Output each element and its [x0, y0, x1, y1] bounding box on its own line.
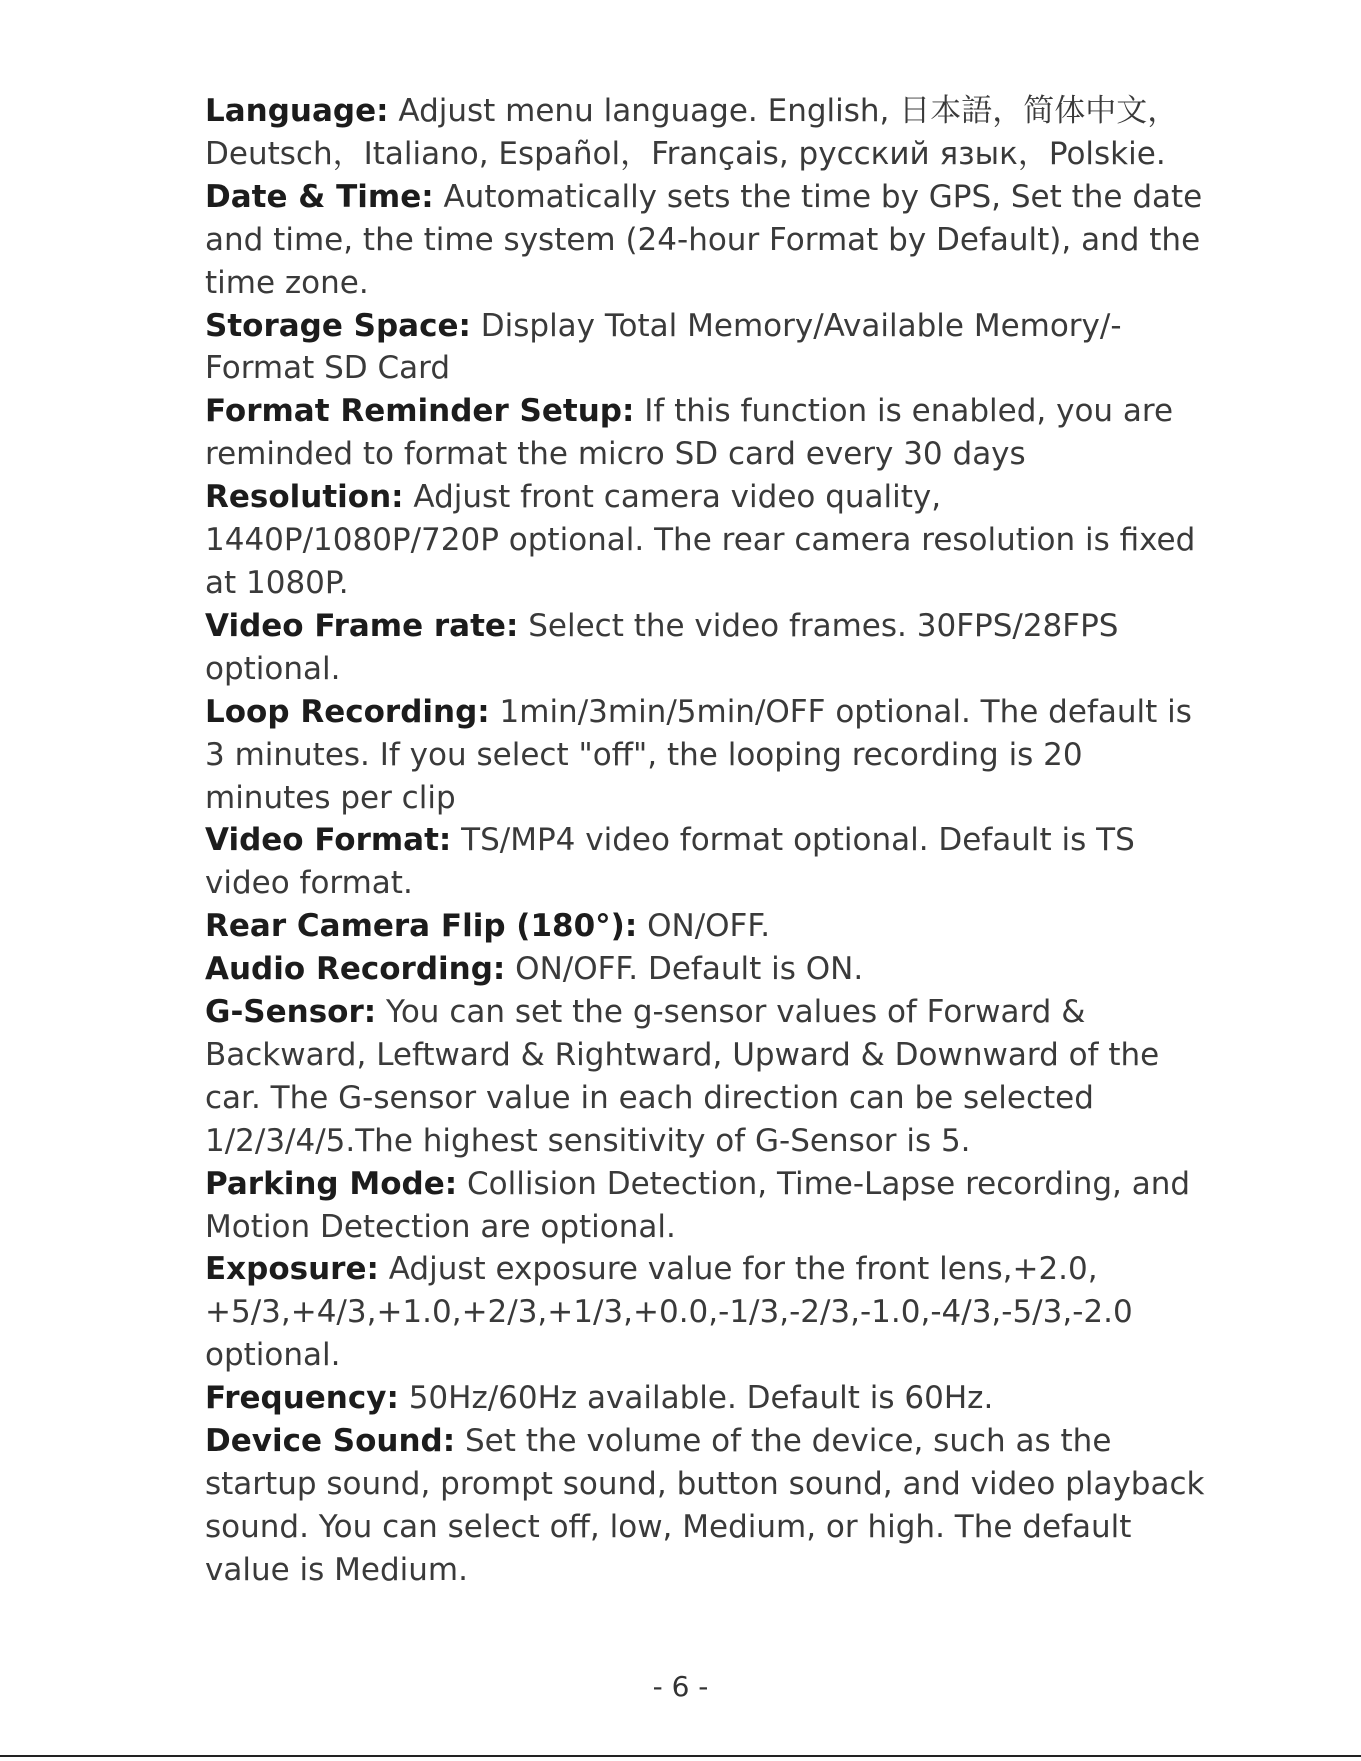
entry-video-format — [205, 819, 1205, 905]
entry-date-time — [205, 176, 1205, 305]
term-label: Resolution: — [205, 479, 404, 516]
entry-device-sound — [205, 1420, 1205, 1592]
term-description: If this function is enabled, you are reminded to format the micro SD card every 30 days — [205, 393, 1174, 473]
entry-storage-space — [205, 305, 1205, 391]
term-label: Loop Recording: — [205, 693, 490, 730]
term-description: Display Total Memory/Available Memory/-Format SD Card — [205, 307, 1122, 387]
entry-parking-mode — [205, 1163, 1205, 1249]
term-description: Adjust front camera video quality, 1440P/1080P/720P optional. The rear camera resolution is fixed at 1080P. — [205, 479, 1196, 601]
term-label: G-Sensor: — [205, 994, 377, 1031]
term-description: 50Hz/60Hz available. Default is 60Hz. — [398, 1380, 994, 1417]
term-label: Device Sound: — [205, 1423, 456, 1460]
entry-rear-camera-flip — [205, 905, 1205, 948]
page-number: - 6 - — [652, 1670, 709, 1703]
entry-loop-recording — [205, 691, 1205, 820]
term-label: Parking Mode: — [205, 1165, 458, 1202]
term-description: TS/MP4 video format optional. Default is TS video format. — [205, 822, 1135, 902]
entry-format-reminder — [205, 390, 1205, 476]
term-description: ON/OFF. — [637, 908, 771, 945]
term-description: Collision Detection, Time-Lapse recording, and Motion Detection are optional. — [205, 1165, 1191, 1245]
term-label: Storage Space: — [205, 307, 471, 344]
term-label: Date & Time: — [205, 178, 434, 215]
entry-language — [205, 90, 1205, 176]
term-label: Video Format: — [205, 822, 452, 859]
bottom-divider — [0, 1755, 1361, 1757]
term-description: Set the volume of the device, such as the startup sound, prompt sound, button sound, and video playback sound. You can select off, low, Medium, or high. The default value is Medium. — [205, 1423, 1205, 1588]
entry-frequency — [205, 1377, 1205, 1420]
term-description: Adjust menu language. English, 日本語，简体中文，Deutsch，Italiano, Español，Français, русский язык，Polskie. — [205, 93, 1179, 172]
entry-audio-recording — [205, 948, 1205, 991]
term-label: Exposure: — [205, 1251, 379, 1288]
term-description: You can set the g-sensor values of Forward & Backward, Leftward & Rightward, Upward & Downward of the car. The G-sensor value in each direction can be selected 1/2/3/4/5.The highest sensitivity of G-Sensor is 5. — [205, 994, 1160, 1159]
term-description: ON/OFF. Default is ON. — [505, 951, 864, 988]
term-description: Select the video frames. 30FPS/28FPS optional. — [205, 607, 1119, 687]
settings-description-list — [205, 90, 1205, 1592]
entry-video-frame-rate — [205, 605, 1205, 691]
term-description: Automatically sets the time by GPS, Set the date and time, the time system (24-hour Format by Default), and the time zone. — [205, 178, 1203, 301]
term-label: Frequency: — [205, 1380, 399, 1417]
term-label: Video Frame rate: — [205, 607, 519, 644]
term-description: Adjust exposure value for the front lens,+2.0, +5/3,+4/3,+1.0,+2/3,+1/3,+0.0,-1/3,-2/3,-1.0,-4/3,-5/3,-2.0 optional. — [205, 1251, 1133, 1374]
term-label: Audio Recording: — [205, 951, 506, 988]
entry-g-sensor — [205, 991, 1205, 1163]
term-label: Format Reminder Setup: — [205, 393, 635, 430]
term-label: Language: — [205, 93, 389, 129]
entry-resolution — [205, 476, 1205, 605]
entry-exposure — [205, 1248, 1205, 1377]
term-description: 1min/3min/5min/OFF optional. The default is 3 minutes. If you select "off", the looping recording is 20 minutes per clip — [205, 693, 1192, 816]
term-label: Rear Camera Flip (180°): — [205, 908, 638, 945]
